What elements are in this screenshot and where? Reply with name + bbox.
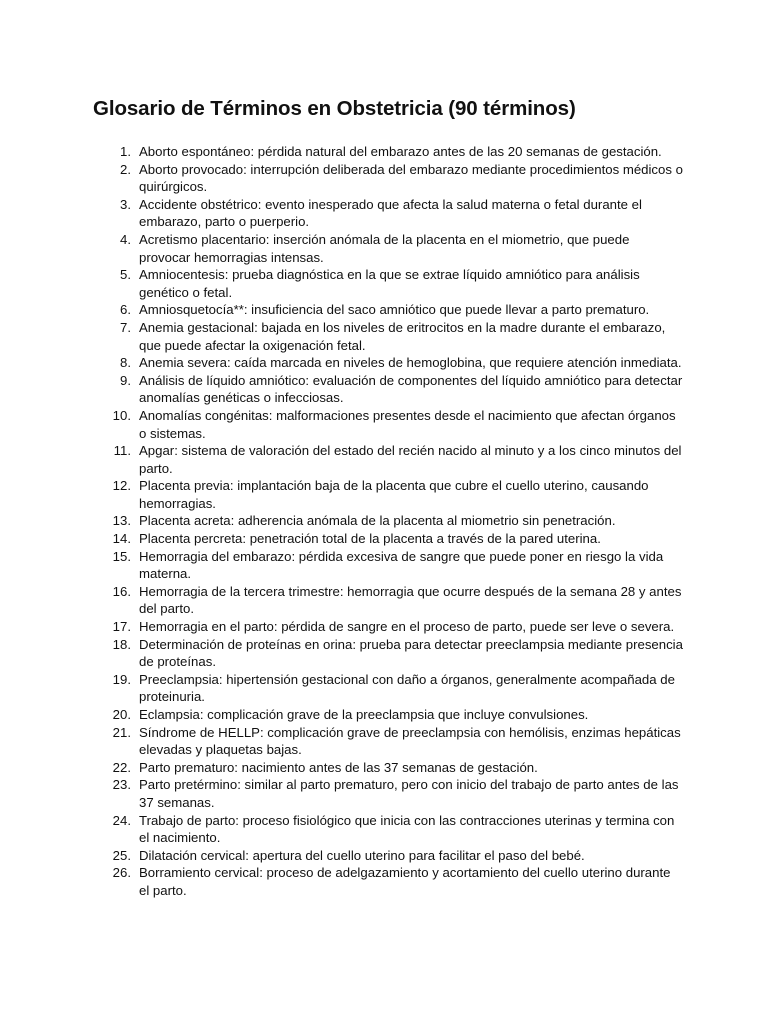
item-number: 5. [120, 267, 131, 283]
item-number: 21. [112, 724, 131, 740]
item-number: 24. [112, 812, 131, 828]
glossary-item [112, 407, 684, 442]
item-text: Aborto espontáneo: pérdida natural del embarazo antes de las 20 semanas de gestación. [139, 144, 662, 159]
glossary-item [113, 442, 684, 477]
glossary-item [112, 776, 684, 811]
glossary-item [112, 530, 684, 548]
item-text: Placenta previa: implantación baja de la placenta que cubre el cuello uterino, causando hemorragias. [139, 478, 649, 511]
item-text: Análisis de líquido amniótico: evaluación de componentes del líquido amniótico para detectar anomalías genéticas o infecciosas. [139, 372, 683, 406]
glossary-item [112, 548, 684, 583]
item-text: Accidente obstétrico: evento inesperado que afecta la salud materna o fetal durante el embarazo, parto o puerperio. [139, 196, 642, 230]
glossary-item [112, 724, 684, 759]
item-text: Placenta acreta: adherencia anómala de la placenta al miometrio sin penetración. [139, 513, 616, 529]
item-text: Apgar: sistema de valoración del estado del recién nacido al minuto y a los cinco minutos del parto. [139, 443, 682, 476]
glossary-item [112, 477, 684, 512]
glossary-list [112, 143, 684, 900]
glossary-item [120, 301, 684, 319]
item-number: 26. [112, 865, 131, 881]
item-number: 10. [112, 407, 131, 423]
item-text: Hemorragia en el parto: pérdida de sangre en el proceso de parto, puede ser leve o severa. [139, 619, 675, 635]
glossary-item [112, 847, 684, 865]
item-number: 18. [112, 636, 131, 652]
item-number: 6. [120, 302, 131, 318]
glossary-item [112, 671, 684, 706]
glossary-item [120, 319, 684, 354]
item-number: 25. [112, 847, 131, 863]
glossary-item [112, 618, 684, 636]
glossary-item [120, 231, 684, 266]
glossary-item [120, 196, 684, 231]
glossary-item [112, 864, 684, 899]
glossary-item [120, 266, 684, 301]
item-text: Hemorragia del embarazo: pérdida excesiva de sangre que puede poner en riesgo la vida materna. [139, 548, 664, 582]
item-text: Dilatación cervical: apertura del cuello uterino para facilitar el paso del bebé. [139, 847, 585, 863]
glossary-item [112, 512, 684, 530]
item-number: 4. [120, 231, 131, 247]
item-text: Anomalías congénitas: malformaciones presentes desde el nacimiento que afectan órganos o sistemas. [139, 407, 676, 441]
item-text: Parto prematuro: nacimiento antes de las 37 semanas de gestación. [139, 759, 538, 775]
glossary-item [120, 143, 684, 161]
item-number: 13. [112, 513, 131, 529]
item-number: 9. [120, 372, 131, 388]
glossary-item [112, 812, 684, 847]
item-text: Placenta percreta: penetración total de la placenta a través de la pared uterina. [139, 531, 601, 547]
item-number: 7. [120, 319, 131, 335]
item-number: 2. [120, 161, 131, 177]
item-number: 3. [120, 196, 131, 212]
item-number: 1. [120, 144, 131, 159]
glossary-item [112, 706, 684, 724]
item-text: Trabajo de parto: proceso fisiológico que inicia con las contracciones uterinas y termina con el nacimiento. [139, 812, 675, 846]
item-text: Eclampsia: complicación grave de la preeclampsia que incluye convulsiones. [139, 707, 589, 722]
item-text: Acretismo placentario: inserción anómala de la placenta en el miometrio, que puede provocar hemorragias intensas. [139, 231, 630, 265]
page-title: Glosario de Términos en Obstetricia (90 términos) [93, 97, 576, 120]
item-number: 11. [113, 443, 131, 459]
item-number: 14. [112, 531, 131, 547]
item-number: 19. [112, 671, 131, 687]
item-number: 15. [112, 548, 131, 564]
item-text: Hemorragia de la tercera trimestre: hemorragia que ocurre después de la semana 28 y antes del parto. [139, 583, 682, 617]
item-number: 20. [112, 707, 131, 722]
glossary-item [112, 636, 684, 671]
glossary-item [112, 583, 684, 618]
item-text: Amniocentesis: prueba diagnóstica en la que se extrae líquido amniótico para análisis genético o fetal. [139, 267, 640, 300]
item-number: 8. [120, 355, 131, 371]
item-text: Parto pretérmino: similar al parto prematuro, pero con inicio del trabajo de parto antes de las 37 semanas. [139, 777, 679, 810]
item-text: Amniosquetocía**: insuficiencia del saco amniótico que puede llevar a parto prematuro. [139, 302, 650, 318]
item-number: 22. [112, 759, 131, 775]
item-number: 17. [112, 619, 131, 635]
item-text: Preeclampsia: hipertensión gestacional con daño a órganos, generalmente acompañada de proteinuria. [139, 671, 675, 705]
glossary-item [112, 759, 684, 777]
item-text: Síndrome de HELLP: complicación grave de preeclampsia con hemólisis, enzimas hepáticas elevadas y plaquetas bajas. [139, 724, 681, 758]
item-text: Anemia gestacional: bajada en los niveles de eritrocitos en la madre durante el embarazo, que puede afectar la oxigenación fetal. [139, 319, 666, 353]
glossary-item [120, 372, 684, 407]
item-text: Determinación de proteínas en orina: prueba para detectar preeclampsia mediante presencia de proteínas. [139, 636, 683, 670]
item-text: Aborto provocado: interrupción deliberada del embarazo mediante procedimientos médicos o quirúrgicos. [139, 161, 683, 195]
glossary-item [120, 161, 684, 196]
item-text: Borramiento cervical: proceso de adelgazamiento y acortamiento del cuello uterino durante el parto. [139, 865, 671, 898]
item-number: 12. [112, 478, 131, 494]
item-number: 23. [112, 777, 131, 793]
item-number: 16. [112, 583, 131, 599]
glossary-item [120, 354, 684, 372]
item-text: Anemia severa: caída marcada en niveles de hemoglobina, que requiere atención inmediata. [139, 355, 682, 371]
